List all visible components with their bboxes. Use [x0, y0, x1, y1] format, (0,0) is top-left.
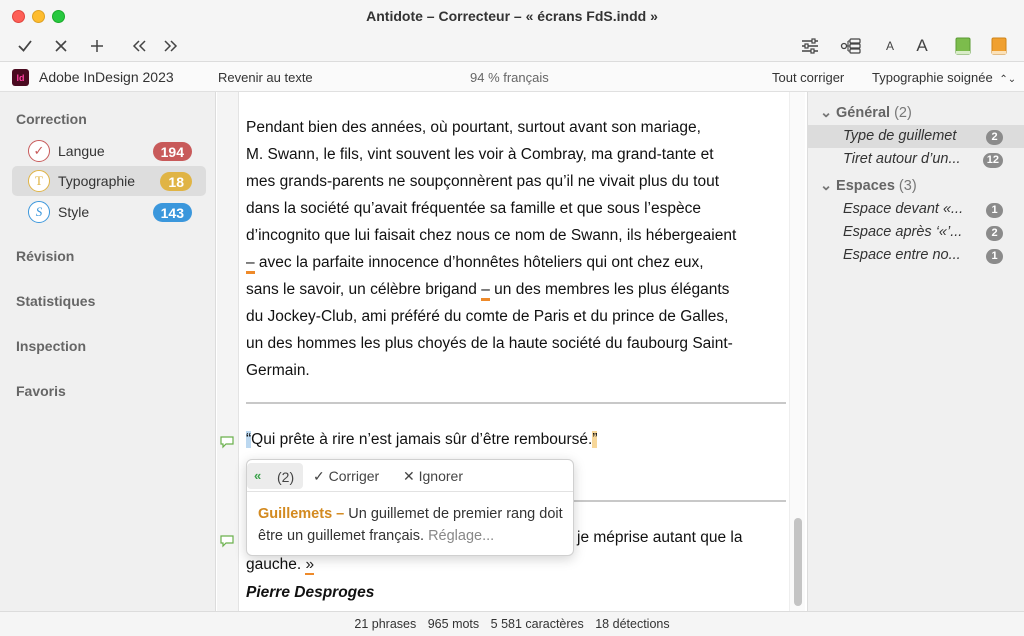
- detection-count: (2): [277, 469, 295, 485]
- sentence-count: 21 phrases: [354, 617, 417, 631]
- popup-explanation: [258, 503, 568, 547]
- typographie-count-badge: 18: [160, 172, 192, 191]
- detection-label: Type de guillemet: [843, 128, 957, 144]
- quote-line: je méprise autant que la: [577, 529, 743, 546]
- sidebar: [0, 92, 216, 611]
- text-line: mes grands-parents ne soupçonnèrent pas qu’il ne vivait plus du tout: [246, 173, 720, 190]
- context-bar: [0, 62, 1024, 92]
- detection-count-badge: 1: [986, 249, 1003, 264]
- close-quote-detection[interactable]: ”: [592, 431, 598, 448]
- detection-item[interactable]: [808, 148, 1024, 171]
- guide-orange-book-icon[interactable]: [988, 34, 1010, 58]
- text-line: du Jockey-Club, ami préféré du comte de Paris et du prince de Galles,: [246, 308, 729, 325]
- sidebar-section-revision[interactable]: Révision: [16, 248, 75, 264]
- text-line: Germain.: [246, 362, 310, 379]
- quote-line: gauche. »: [246, 556, 315, 573]
- detection-count-badge: 1: [986, 203, 1003, 218]
- toolbar: [0, 30, 1024, 62]
- detection-count-badge: 2: [986, 130, 1003, 145]
- status-bar: [0, 611, 1024, 636]
- settings-sliders-icon[interactable]: [799, 34, 821, 58]
- x-icon: ✕: [403, 468, 415, 484]
- ignore-label: Ignorer: [418, 468, 463, 484]
- previous-detection-icon[interactable]: «: [254, 468, 262, 483]
- dash-detection[interactable]: –: [246, 254, 255, 274]
- langue-check-icon: ✓: [28, 140, 50, 162]
- title-bar: [0, 0, 1024, 30]
- select-arrows-icon: ⌃⌄: [999, 74, 1017, 85]
- rule-title: Guillemets –: [258, 506, 345, 522]
- style-count-badge: 143: [153, 203, 192, 222]
- group-count: (3): [898, 178, 917, 194]
- sidebar-item-label: Style: [58, 204, 90, 220]
- dictionary-green-book-icon[interactable]: [952, 34, 974, 58]
- sidebar-section-statistiques[interactable]: Statistiques: [16, 293, 96, 309]
- detection-item[interactable]: [808, 125, 1024, 148]
- text-line: – avec la parfaite innocence d’honnêtes hôteliers qui ont chez eux,: [246, 249, 791, 276]
- correct-label: Corriger: [328, 468, 380, 484]
- rule-text: Un guillemet de premier rang doit être un guillemet français.: [258, 506, 563, 544]
- group-general[interactable]: [820, 105, 912, 121]
- sidebar-item-label: Langue: [58, 143, 105, 159]
- group-name: Espaces: [836, 178, 895, 194]
- scrollbar-thumb[interactable]: [794, 518, 802, 606]
- small-font-button[interactable]: A: [885, 39, 894, 53]
- langue-count-badge: 194: [153, 142, 192, 161]
- quote-line[interactable]: “Qui prête à rire n’est jamais sûr d’être remboursé.”: [246, 431, 598, 448]
- dash-detection[interactable]: –: [481, 281, 490, 301]
- indesign-app-icon: Id: [12, 69, 29, 86]
- large-font-button[interactable]: A: [916, 36, 928, 55]
- detection-item[interactable]: [808, 198, 1024, 221]
- text-line: dans la société qu’avait fréquentée sa famille et que sous l’espèce: [246, 200, 701, 217]
- paragraph-swann[interactable]: [246, 114, 791, 384]
- sidebar-item-label: Typographie: [58, 173, 136, 189]
- chevron-down-icon: ⌄: [820, 105, 833, 121]
- text-line: d’incognito que lui faisait chez nous ce nom de Swann, ils hébergeaient: [246, 227, 737, 244]
- sidebar-item-langue[interactable]: [12, 136, 206, 166]
- revert-to-text-button[interactable]: Revenir au texte: [218, 70, 313, 85]
- settings-link[interactable]: Réglage...: [428, 528, 495, 544]
- detection-count-badge: 12: [983, 153, 1003, 168]
- group-count: (2): [894, 105, 912, 121]
- source-app-name: Adobe InDesign 2023: [39, 69, 174, 85]
- detection-item[interactable]: [808, 221, 1024, 244]
- text-line: sans le savoir, un célèbre brigand – un des membres les plus élégants: [246, 276, 791, 303]
- text-line: Pendant bien des années, où pourtant, surtout avant son mariage,: [246, 119, 701, 136]
- sidebar-section-inspection[interactable]: Inspection: [16, 338, 87, 354]
- detection-label: Espace devant «...: [843, 201, 964, 217]
- comment-bubble-icon[interactable]: [219, 534, 235, 548]
- x-icon[interactable]: [50, 34, 72, 58]
- scrollbar[interactable]: [789, 92, 805, 611]
- chevron-down-icon: ⌄: [820, 178, 833, 194]
- detection-item[interactable]: [808, 244, 1024, 267]
- sidebar-item-typographie[interactable]: [12, 166, 206, 196]
- plus-icon[interactable]: [86, 34, 108, 58]
- detection-label: Espace entre no...: [843, 247, 961, 263]
- detection-label: Tiret autour d’un...: [843, 151, 961, 167]
- author-name: Pierre Desproges: [246, 584, 375, 601]
- open-quote-detection[interactable]: “: [246, 431, 252, 448]
- double-chevron-left-icon[interactable]: [128, 34, 150, 58]
- sidebar-section-favoris[interactable]: Favoris: [16, 383, 66, 399]
- detection-label: Espace après ‘«’...: [843, 224, 963, 240]
- text-line: un des hommes les plus choyés de la haute société du faubourg Saint-: [246, 335, 733, 352]
- character-count: 5 581 caractères: [490, 617, 584, 631]
- word-count: 965 mots: [427, 617, 480, 631]
- detections-panel: [807, 92, 1024, 611]
- sidebar-item-style[interactable]: [12, 197, 206, 227]
- correction-mode-select[interactable]: [872, 70, 1016, 85]
- correct-button[interactable]: [313, 468, 379, 485]
- text-line: M. Swann, le fils, vint souvent les voir à Combray, ma grand-tante et: [246, 146, 714, 163]
- correction-mode-value: Typographie soignée: [872, 70, 993, 85]
- style-s-icon: S: [28, 201, 50, 223]
- language-indicator: 94 % français: [470, 70, 549, 85]
- correction-popup: [246, 459, 574, 556]
- ignore-button[interactable]: [403, 468, 463, 485]
- comment-bubble-icon[interactable]: [219, 435, 235, 449]
- checkmark-icon[interactable]: [14, 34, 36, 58]
- detection-total: 18 détections: [595, 617, 670, 631]
- tree-structure-icon[interactable]: [838, 34, 864, 58]
- double-chevron-right-icon[interactable]: [160, 34, 182, 58]
- group-espaces[interactable]: [820, 178, 917, 194]
- window-title: Antidote – Correcteur – « écrans FdS.indd »: [366, 8, 658, 24]
- popup-nav-group[interactable]: [247, 463, 303, 489]
- paragraph-separator: [246, 402, 786, 404]
- checkmark-icon: ✓: [313, 468, 325, 484]
- detection-count-badge: 2: [986, 226, 1003, 241]
- fix-all-button[interactable]: Tout corriger: [772, 70, 845, 85]
- typographie-t-icon: T: [28, 170, 50, 192]
- sidebar-section-correction[interactable]: Correction: [16, 111, 87, 127]
- guillemet-detection[interactable]: »: [305, 556, 315, 573]
- group-name: Général: [836, 105, 891, 121]
- popup-toolbar: [247, 460, 573, 492]
